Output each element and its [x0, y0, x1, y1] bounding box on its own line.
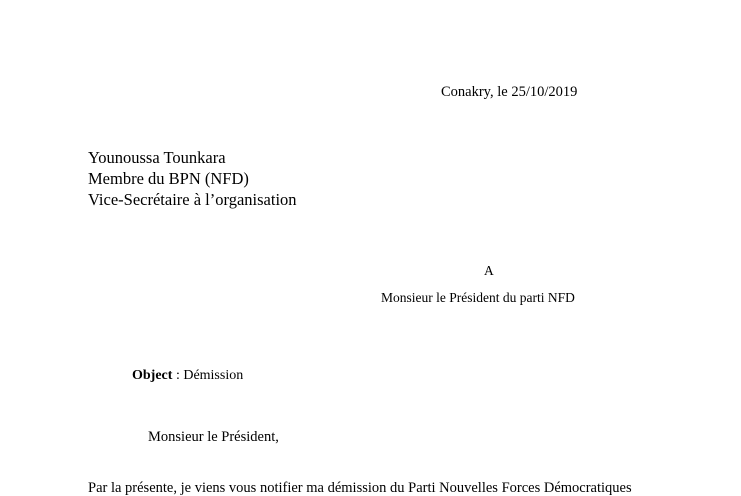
- object-label: Object: [132, 368, 173, 383]
- body-first-line: Par la présente, je viens vous notifier ma démission du Parti Nouvelles Forces Démocratiques: [88, 480, 632, 496]
- recipient-prefix: A: [484, 263, 494, 278]
- sender-role: Membre du BPN (NFD): [88, 169, 249, 188]
- place-date: Conakry, le 25/10/2019: [441, 84, 578, 100]
- greeting: Monsieur le Président,: [148, 429, 279, 445]
- sender-name: Younoussa Tounkara: [88, 148, 226, 167]
- sender-title: Vice-Secrétaire à l’organisation: [88, 190, 297, 209]
- recipient-name: Monsieur le Président du parti NFD: [381, 290, 575, 305]
- object-value: Démission: [183, 368, 244, 383]
- object-separator: :: [172, 368, 184, 383]
- object-line: [132, 369, 243, 383]
